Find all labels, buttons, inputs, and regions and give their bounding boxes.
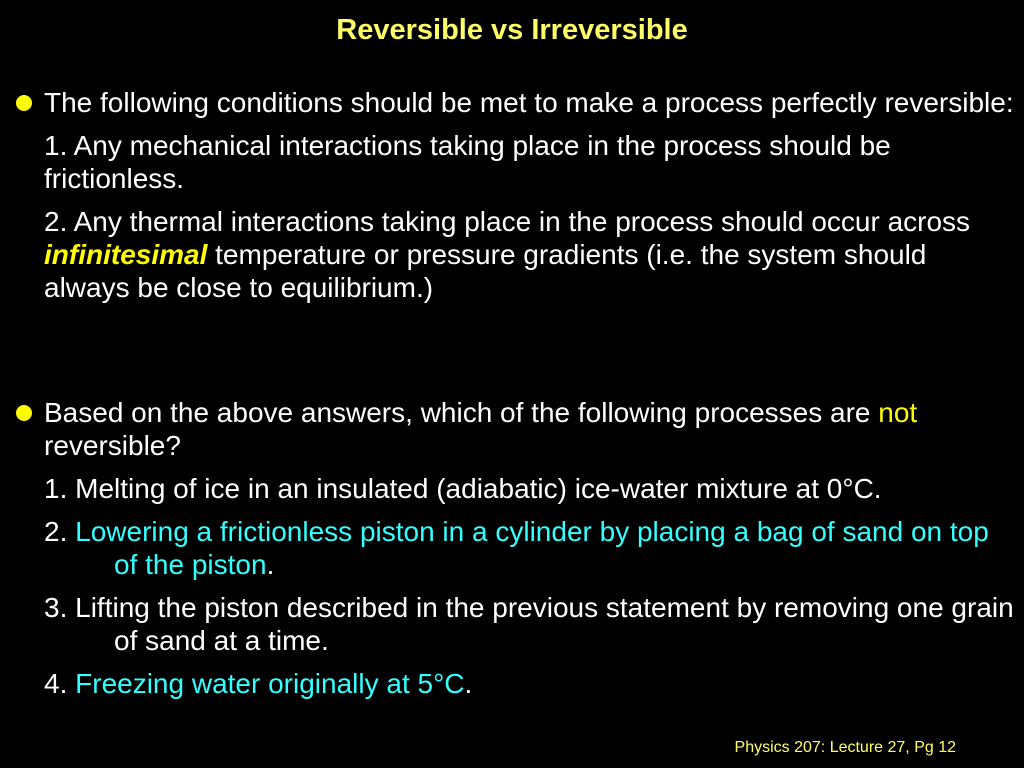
bullet-dot-icon — [16, 405, 32, 421]
conditions-intro-text: The following conditions should be met to make a process perfectly reversible: — [44, 87, 1014, 118]
condition-item-2 — [44, 205, 1014, 304]
process-item-4-text: Freezing water originally at 5°C — [75, 668, 465, 699]
slide-footer: Physics 207: Lecture 27, Pg 12 — [734, 739, 956, 756]
process-item-1: 1. Melting of ice in an insulated (adiabatic) ice-water mixture at 0°C. — [44, 473, 882, 504]
bullet-question — [14, 396, 1014, 700]
process-item-4-number: 4. — [44, 668, 76, 699]
bullet-conditions — [14, 86, 1014, 304]
process-item-2-number: 2. — [44, 516, 76, 547]
condition-item-2-post: temperature or pressure gradients (i.e. the system should always be close to equilibrium.) — [44, 239, 927, 303]
bullet-conditions-intro — [14, 86, 1014, 119]
process-item-2-text: Lowering a frictionless piston in a cylinder by placing a bag of sand on top of the piston — [75, 516, 989, 580]
process-item-2-end: . — [266, 549, 275, 580]
condition-item-2-pre: 2. Any thermal interactions taking place in the process should occur across — [44, 206, 971, 237]
question-intro-emphasis: not — [878, 397, 918, 428]
process-item-2 — [44, 515, 1014, 581]
process-item-3: 3. Lifting the piston described in the previous statement by removing one grain of sand at a time. — [44, 592, 1014, 656]
condition-item-2-emphasis: infinitesimal — [44, 239, 208, 270]
bullet-question-intro — [14, 396, 1014, 462]
condition-item-1: 1. Any mechanical interactions taking place in the process should be frictionless. — [44, 130, 891, 194]
bullet-dot-icon — [16, 95, 32, 111]
question-intro-post: reversible? — [44, 430, 181, 461]
process-item-4 — [44, 667, 1014, 700]
process-item-4-end: . — [464, 668, 473, 699]
slide-title: Reversible vs Irreversible — [336, 14, 688, 46]
question-intro-pre: Based on the above answers, which of the following processes are — [44, 397, 879, 428]
